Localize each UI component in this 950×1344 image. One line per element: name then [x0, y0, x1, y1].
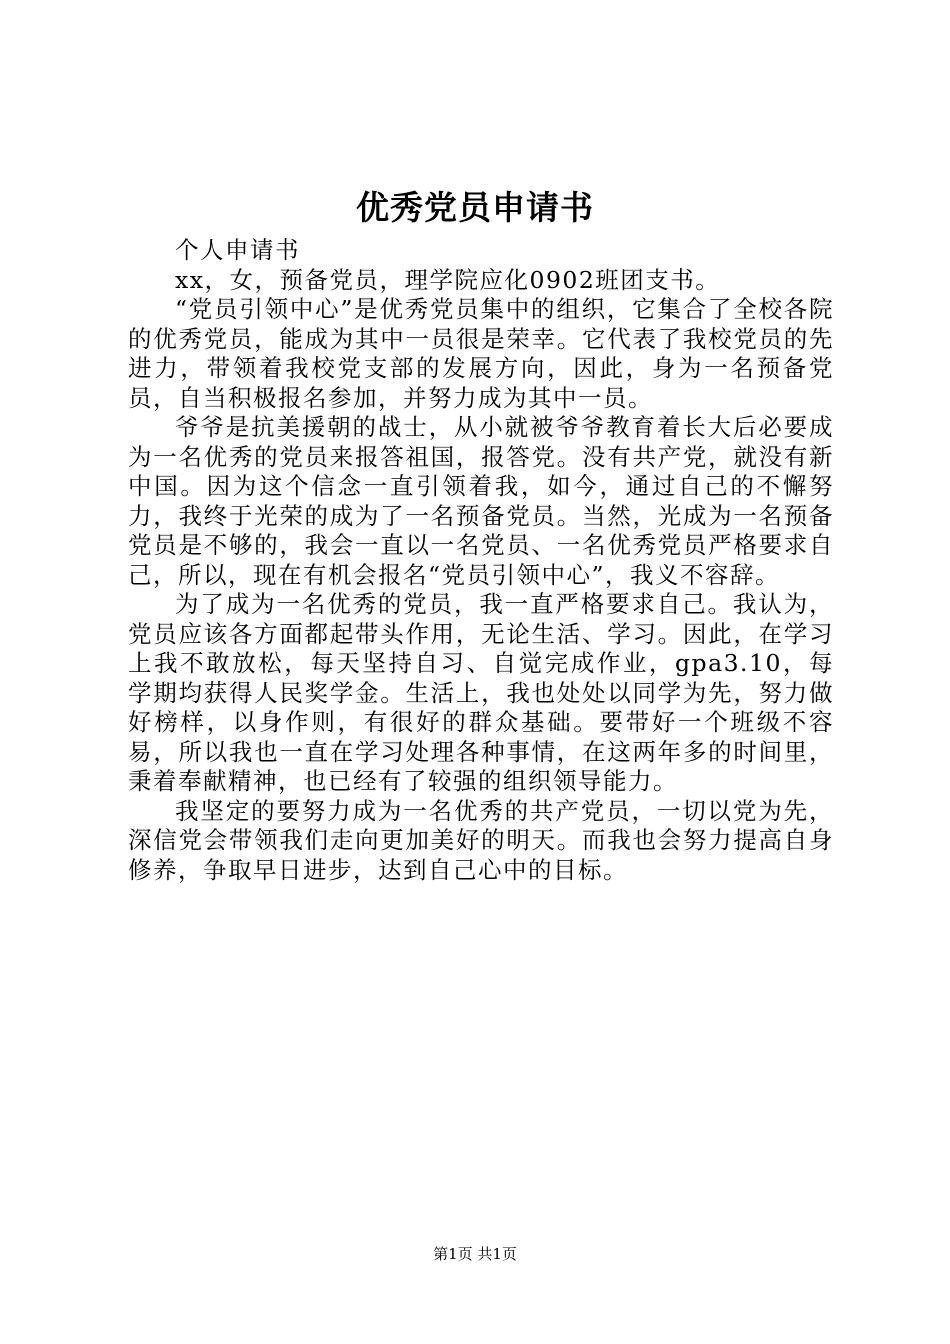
page-number-footer: 第1页 共1页	[433, 1245, 517, 1263]
document-body	[128, 236, 834, 885]
paragraph-body: 我坚定的要努力成为一名优秀的共产党员，一切以党为先，深信党会带领我们走向更加美好的明天。而我也会努力提高自身修养，争取早日进步，达到自己心中的目标。	[128, 796, 834, 884]
paragraph-body: “党员引领中心”是优秀党员集中的组织，它集合了全校各院的优秀党员，能成为其中一员很是荣幸。它代表了我校党员的先进力，带领着我校党支部的发展方向，因此，身为一名预备党员，自当积极报名参加，并努力成为其中一员。	[128, 295, 834, 412]
paragraph-body: 为了成为一名优秀的党员，我一直严格要求自己。我认为，党员应该各方面都起带头作用，无论生活、学习。因此，在学习上我不敢放松，每天坚持自习、自觉完成作业，gpa3.10，每学期均获得人民奖学金。生活上，我也处处以同学为先，努力做好榜样，以身作则，有很好的群众基础。要带好一个班级不容易，所以我也一直在学习处理各种事情，在这两年多的时间里，秉着奉献精神，也已经有了较强的组织领导能力。	[128, 590, 834, 795]
paragraph-body: 爷爷是抗美援朝的战士，从小就被爷爷教育着长大后必要成为一名优秀的党员来报答祖国，报答党。没有共产党，就没有新中国。因为这个信念一直引领着我，如今，通过自己的不懈努力，我终于光荣的成为了一名预备党员。当然，光成为一名预备党员是不够的，我会一直以一名党员、一名优秀党员严格要求自己，所以，现在有机会报名“党员引领中心”，我义不容辞。	[128, 413, 834, 589]
paragraph-personal-info: xx，女，预备党员，理学院应化0902班团支书。	[175, 265, 721, 294]
document-title: 优秀党员申请书	[356, 188, 594, 227]
paragraph-heading: 个人申请书	[175, 236, 300, 264]
